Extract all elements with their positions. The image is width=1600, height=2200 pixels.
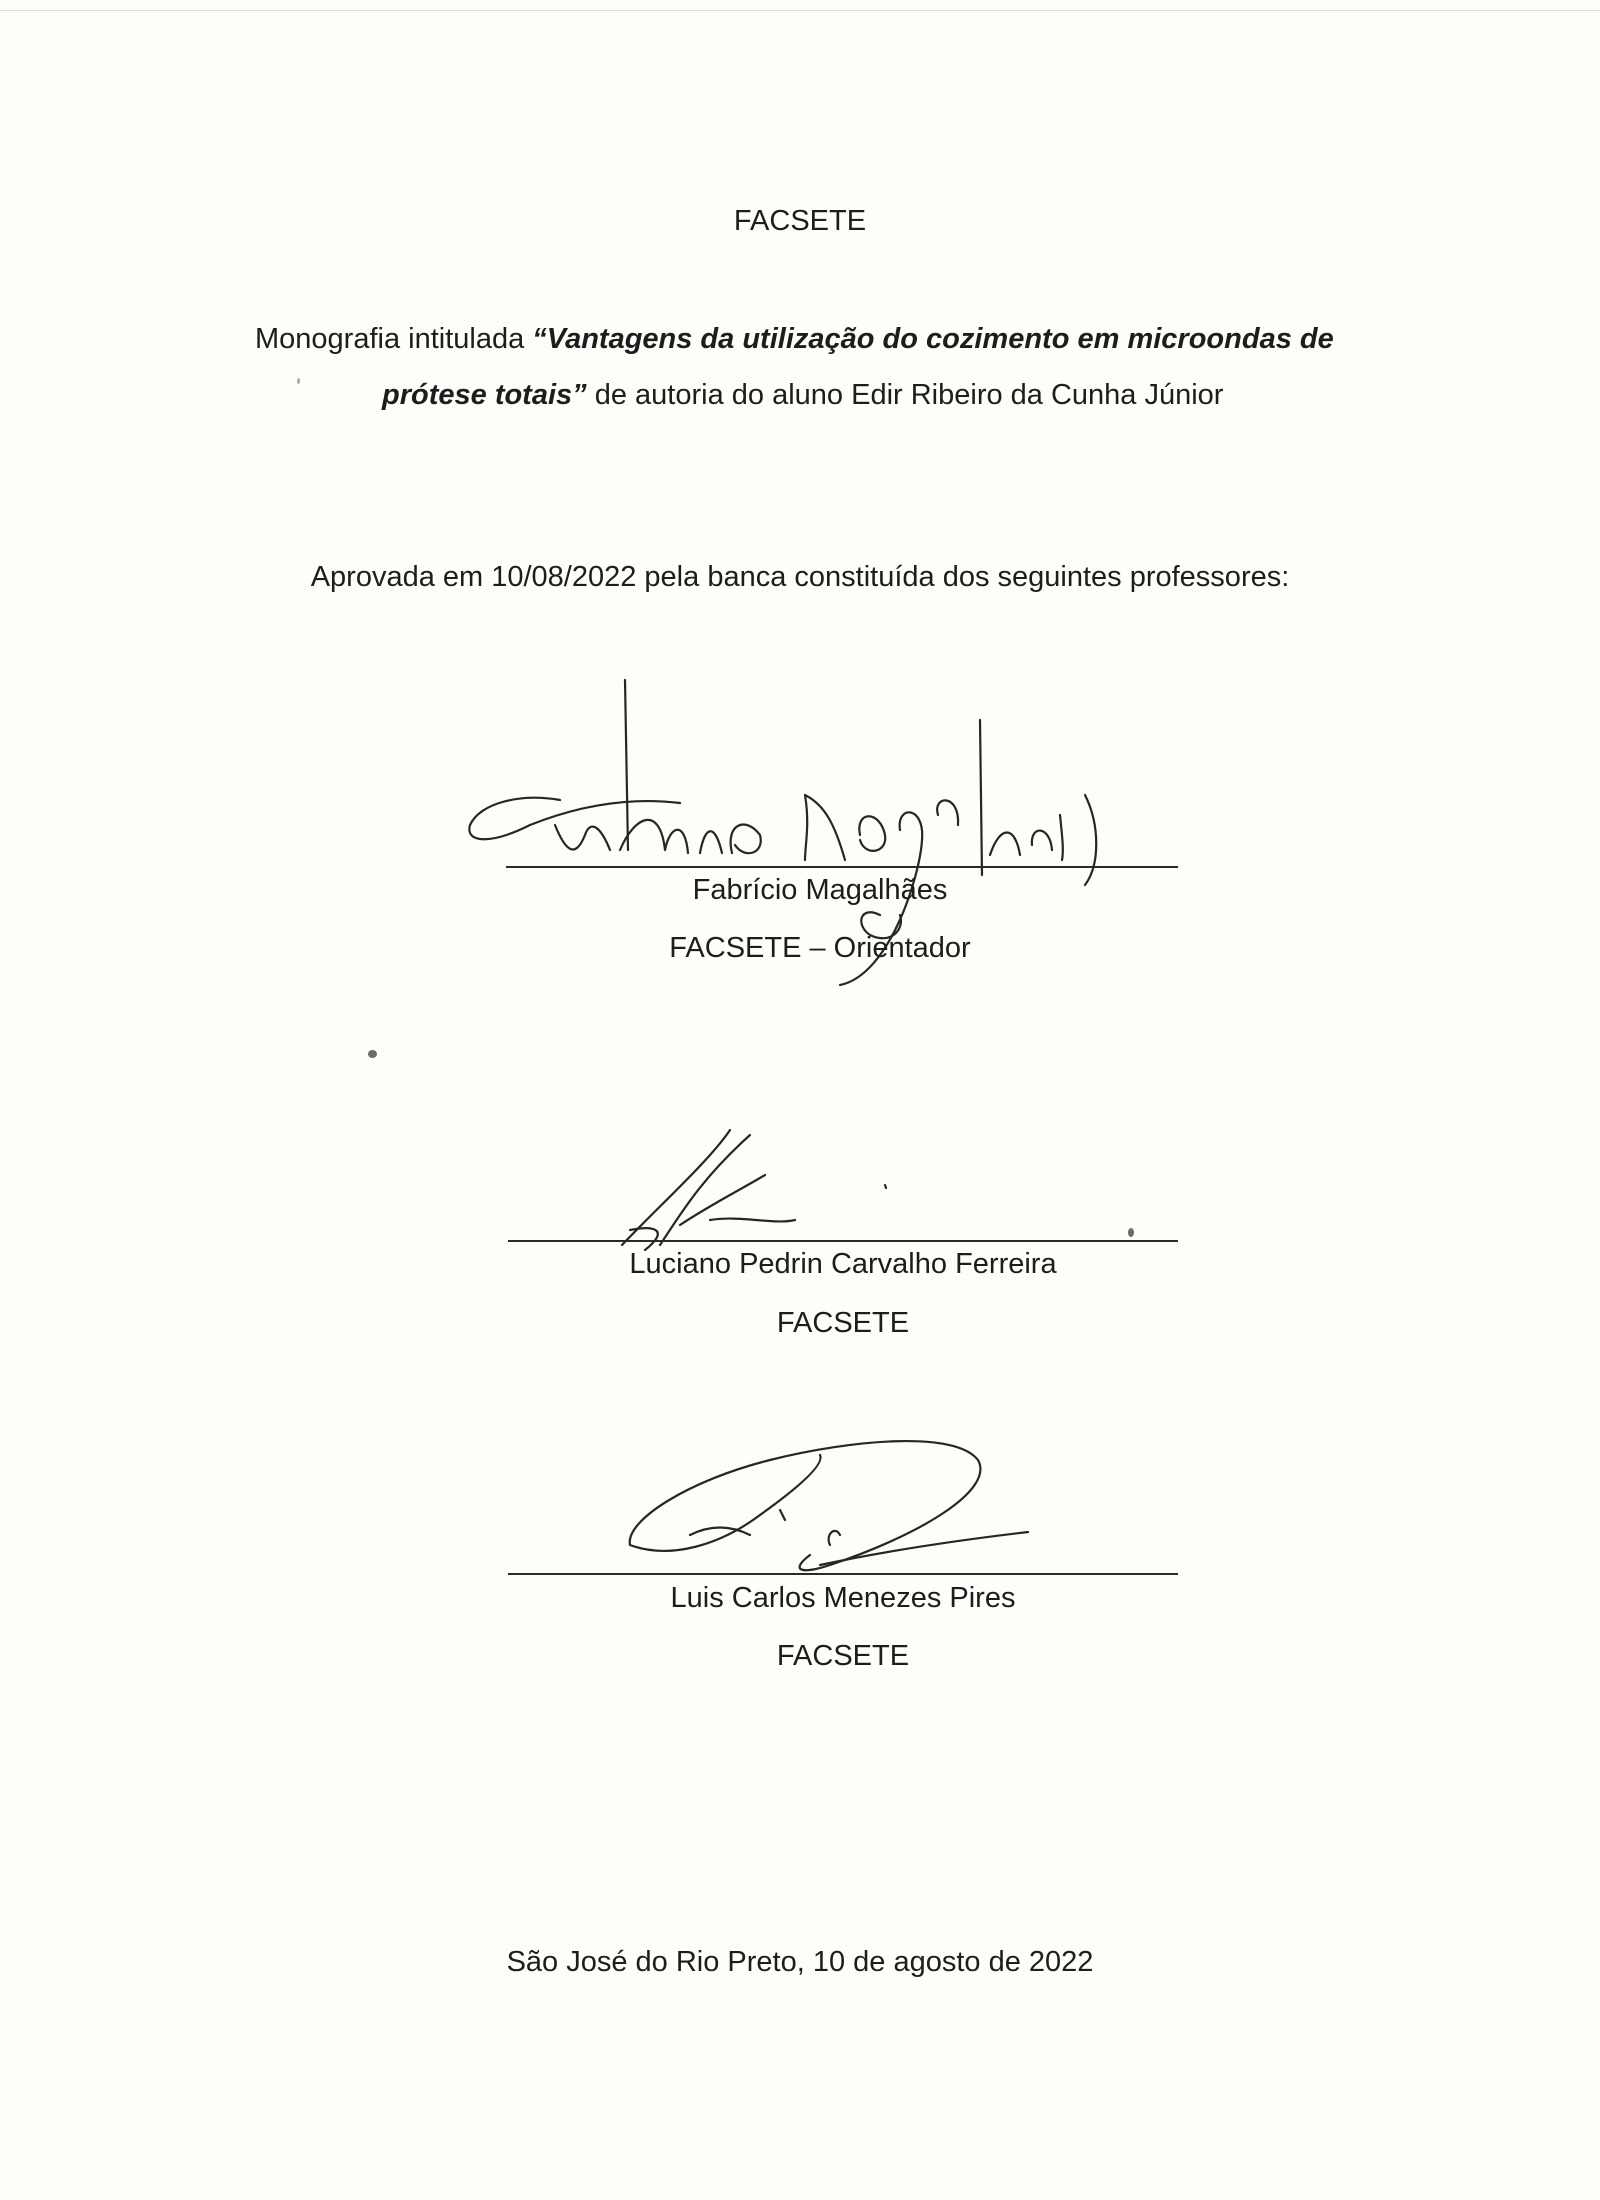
signature-3-image (610, 1425, 1060, 1585)
approval-statement: Aprovada em 10/08/2022 pela banca constituída dos seguintes professores: (310, 561, 1290, 593)
monograph-title-part-2: prótese totais” (382, 379, 587, 411)
signature-2-line (508, 1240, 1178, 1242)
signatory-3-role: FACSETE (776, 1640, 910, 1672)
monograph-prefix: Monografia intitulada (255, 323, 533, 355)
signatory-3-name: Luis Carlos Menezes Pires (670, 1582, 1016, 1614)
place-and-date: São José do Rio Preto, 10 de agosto de 2022 (506, 1946, 1094, 1978)
signatory-1-name: Fabrício Magalhães (692, 874, 948, 906)
signature-1-line (506, 866, 1178, 868)
monograph-line-1 (255, 322, 1435, 357)
monograph-author: de autoria do aluno Edir Ribeiro da Cunha Júnior (586, 379, 1224, 411)
signatory-2-name: Luciano Pedrin Carvalho Ferreira (629, 1248, 1057, 1280)
signature-3-line (508, 1573, 1178, 1575)
signature-2-image (600, 1120, 900, 1260)
institution-header: FACSETE (733, 205, 867, 237)
monograph-line-2 (382, 378, 1482, 413)
monograph-title-part-1: “Vantagens da utilização do cozimento em microondas de (532, 323, 1334, 355)
signatory-1-role: FACSETE – Orientador (669, 932, 971, 964)
scan-speck (297, 378, 300, 384)
scan-edge-line (0, 10, 1600, 11)
scan-speck (1128, 1228, 1134, 1237)
signatory-2-role: FACSETE (776, 1307, 910, 1339)
scan-speck (368, 1050, 377, 1058)
